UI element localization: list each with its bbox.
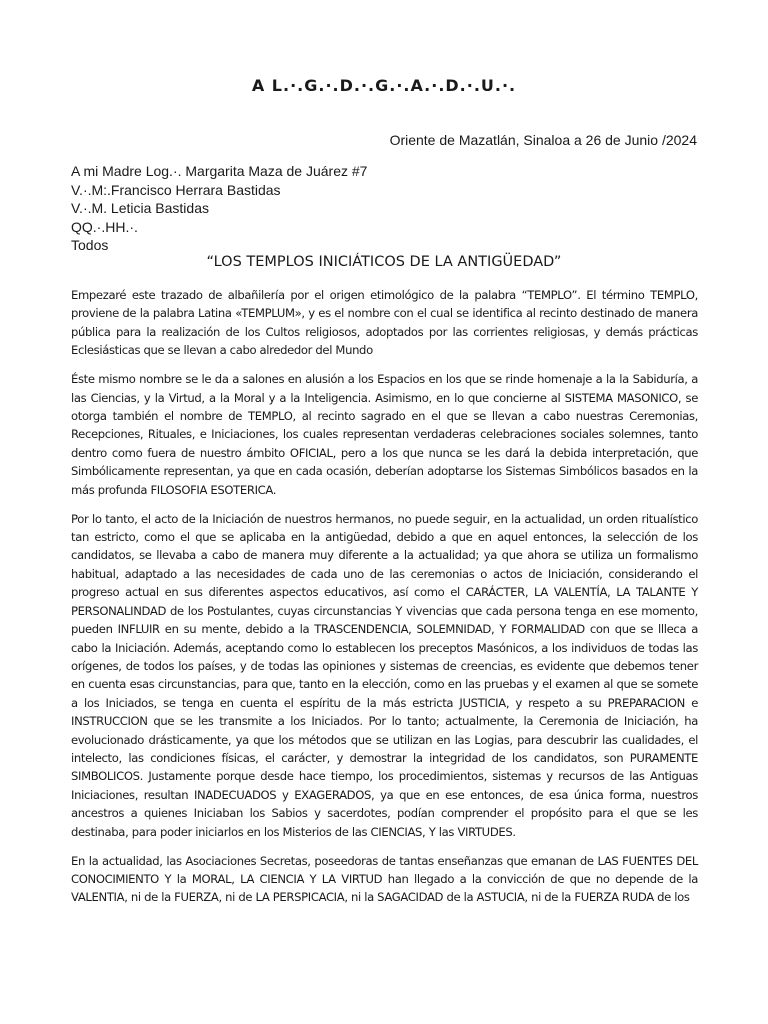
recipient-line: V.·.M. Leticia Bastidas: [71, 200, 209, 216]
recipient-line: V.·.M:.Francisco Herrara Bastidas: [71, 181, 281, 198]
paragraph: Empezaré este trazado de albañilería por el origen etimológico de la palabra “TEMPLO”. El término TEMPLO, proviene de la palabra Latina «TEMPLUM», y es el nombre con el cual se identifica al recinto destinado de manera pública para la realización de los Cultos religiosos, adoptados por las corrientes religiosas, y demás prácticas Eclesiásticas que se llevan a cabo alrededor del Mundo: [71, 288, 698, 358]
paragraph: Por lo tanto, el acto de la Iniciación de nuestros hermanos, no puede seguir, en la actualidad, un orden ritualístico tan estricto, como el que se aplicaba en la antigüedad, debido a que en aquel entonces, la selección de los candidatos, se llevaba a cabo de manera muy diferente a la actualidad; ya que ahora se utiliza un formalismo habitual, adaptado a las necesidades de cada uno de las ceremonias o actos de Iniciación, considerando el progreso actual en sus diferentes aspectos educativos, así como el CARÁCTER, LA VALENTÍA, LA TALANTE Y PERSONALINDAD de los Postulantes, cuyas circunstancias Y vivencias que cada persona tenga en ese momento, pueden INFLUIR en su mente, debido a la TRASCENDENCIA, SOLEMNIDAD, Y FORMALIDAD con que se llleca a cabo la Iniciación. Además, aceptando como lo establecen los preceptos Masónicos, a los individuos de todas las orígenes, de todos los países, y de todas las opiniones y sistemas de creencias, es evidente que debemos tener en cuenta esas circunstancias, para que, tanto en la elección, como en las pruebas y el examen al que se somete a los Iniciados, se tenga en cuenta el espíritu de la más estricta JUSTICIA, y respeto a su PREPARACION e INSTRUCCION que se les transmite a los Iniciados. Por lo tanto; actualmente, la Ceremonia de Iniciación, ha evolucionado drásticamente, ya que los métodos que se utilizan en las Logias, para descubrir las cualidades, el intelecto, las condiciones físicas, el carácter, y demostrar la integridad de los candidatos, son PURAMENTE SIMBOLICOS. Justamente porque desde hace tiempo, los procedimientos, sistemas y recursos de las Antiguas Iniciaciones, resultan INADECUADOS y EXAGERADOS, ya que en ese entonces, de esa única forma, nuestros ancestros a quienes Iniciaban los Sabios y sacerdotes, podían comprender el propósito para el que se les destinaba, para poder iniciarlos en los Misterios de las CIENCIAS, Y las VIRTUDES.: [71, 511, 698, 839]
masonic-invocation-heading: A L.·.G.·.D.·.G.·.A.·.D.·.U.·.: [251, 76, 517, 95]
paragraph: Éste mismo nombre se le da a salones en alusión a los Espacios en los que se rinde homenaje a la la Sabiduría, a las Ciencias, y la Virtud, a la Moral y a la Inteligencia. Asimismo, en lo que concierne al SISTEMA MASONICO, se otorga también el nombre de TEMPLO, al recinto sagrado en el que se llevan a cabo nuestras Ceremonias, Recepciones, Rituales, e Iniciaciones, los cuales representan verdaderas celebraciones sociales solemnes, tanto dentro como fuera de nuestro ámbito OFICIAL, pero a los que nunca se les dará la debida interpretación, que Simbólicamente representan, ya que en cada ocasión, deberían adoptarse los Sistemas Simbólicos basados en la más profunda FILOSOFIA ESOTERICA.: [71, 372, 698, 497]
paragraph: En la actualidad, las Asociaciones Secretas, poseedoras de tantas enseñanzas que emanan de LAS FUENTES DEL CONOCIMIENTO Y la MORAL, LA CIENCIA Y LA VIRTUD han llegado a la convicción de que no depende de la VALENTIA, ni de la FUERZA, ni de LA PERSPICACIA, ni la SAGACIDAD de la ASTUCIA, ni de la FUERZA RUDA de los: [71, 853, 698, 905]
document-title: “LOS TEMPLOS INICIÁTICOS DE LA ANTIGÜEDAD”: [206, 254, 562, 270]
recipient-line: A mi Madre Log.·. Margarita Maza de Juárez #7: [71, 163, 368, 179]
body-text: [71, 286, 698, 917]
recipient-line: QQ.·.HH.·.: [71, 218, 138, 235]
recipient-line: Todos: [71, 237, 109, 253]
recipients-block: [71, 162, 367, 255]
date-line: Oriente de Mazatlán, Sinaloa a 26 de Junio /2024: [389, 132, 697, 148]
